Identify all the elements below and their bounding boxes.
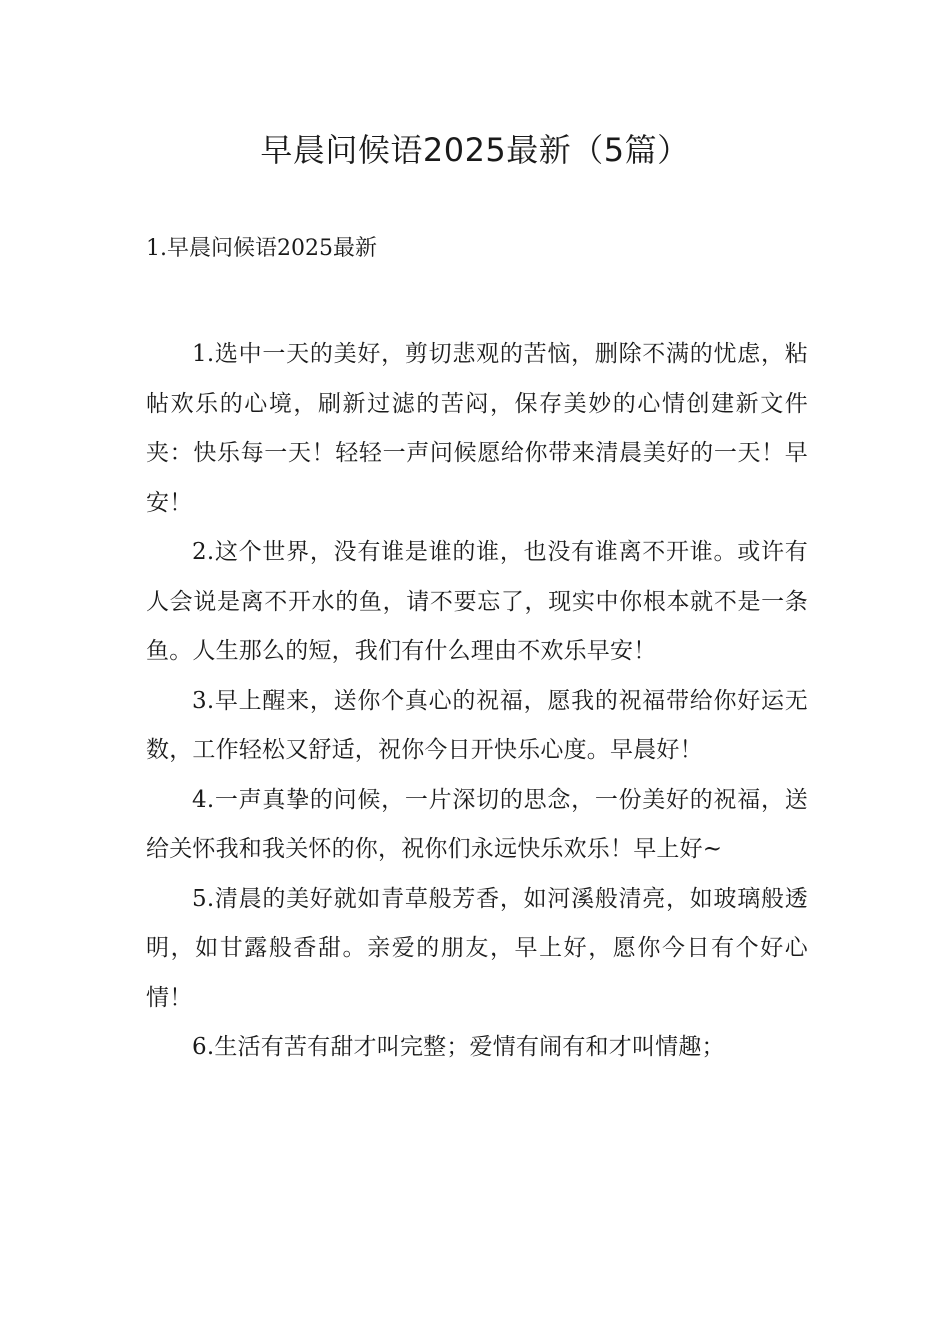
document-title: 早晨问候语2025最新（5篇） xyxy=(260,131,690,169)
paragraph-4: 4.一声真挚的问候，一片深切的思念，一份美好的祝福，送给关怀我和我关怀的你，祝你们永远快乐欢乐！早上好~ xyxy=(146,786,808,862)
paragraph-1: 1.选中一天的美好，剪切悲观的苦恼，删除不满的忧虑，粘帖欢乐的心境，刷新过滤的苦闷，保存美妙的心情创建新文件夹：快乐每一天！轻轻一声问候愿给你带来清晨美好的一天！早安！ xyxy=(146,341,808,516)
paragraph-5: 5.清晨的美好就如青草般芳香，如河溪般清亮，如玻璃般透明，如甘露般香甜。亲爱的朋友，早上好，愿你今日有个好心情！ xyxy=(146,885,808,1011)
section-heading: 1.早晨问候语2025最新 xyxy=(146,236,377,261)
paragraph-3: 3.早上醒来，送你个真心的祝福，愿我的祝福带给你好运无数，工作轻松又舒适，祝你今日开快乐心度。早晨好！ xyxy=(146,687,808,763)
paragraph-6: 6.生活有苦有甜才叫完整；爱情有闹有和才叫情趣； xyxy=(192,1034,725,1060)
paragraph-2: 2.这个世界，没有谁是谁的谁，也没有谁离不开谁。或许有人会说是离不开水的鱼，请不要忘了，现实中你根本就不是一条鱼。人生那么的短，我们有什么理由不欢乐早安！ xyxy=(146,539,808,664)
document-body xyxy=(146,330,808,1073)
